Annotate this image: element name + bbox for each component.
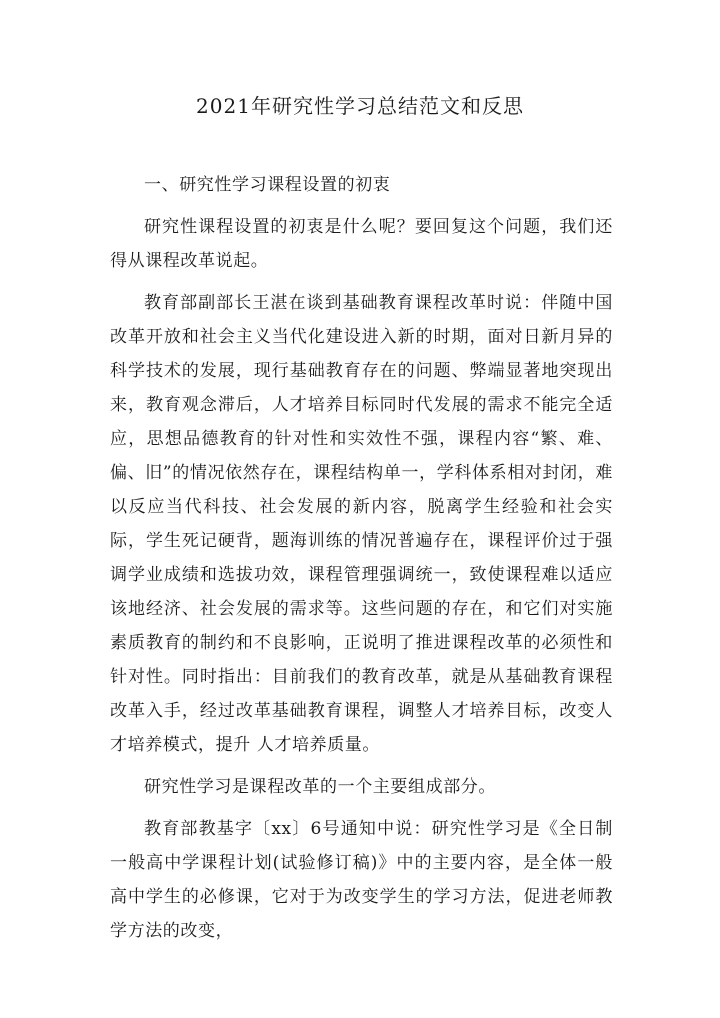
paragraph: 教育部教基字〔xx〕6号通知中说：研究性学习是《全日制一般高中学课程计划(试验修订稿)》中的主要内容，是全体一般高中学生的必修课，它对于为改变学生的学习方法，促进老师教学方法的改变，: [110, 819, 613, 941]
paragraph: 研究性学习是课程改革的一个主要组成部分。: [144, 777, 496, 797]
paragraph: 教育部副部长王湛在谈到基础教育课程改革时说：伴随中国改革开放和社会主义当代化建设进入新的时期，面对日新月异的科学技术的发展，现行基础教育存在的问题、弊端显著地突现出来，教育观念滞后，人才培养目标同时代发展的需求不能完全适应，思想品德教育的针对性和实效性不强，课程内容“繁、难、偏、旧”的情况依然存在，课程结构单一，学科体系相对封闭，难以反应当代科技、社会发展的新内容，脱离学生经验和社会实际，学生死记硬背，题海训练的情况普遍存在，课程评价过于强调学业成绩和选拔功效，课程管理强调统一，致使课程难以适应该地经济、社会发展的需求等。这些问题的存在，和它们对实施素质教育的制约和不良影响，正说明了推进课程改革的必须性和针对性。同时指出：目前我们的教育改革，就是从基础教育课程改革入手，经过改革基础教育课程，调整人才培养目标，改变人才培养模式，提升 人才培养质量。: [110, 293, 613, 755]
document-body: [110, 168, 613, 956]
section-heading: 一、研究性学习课程设置的初衷: [144, 175, 391, 195]
paragraph: 研究性课程设置的初衷是什么呢？要回复这个问题，我们还得从课程改革说起。: [110, 217, 613, 271]
document-title: 2021年研究性学习总结范文和反思: [196, 94, 524, 118]
